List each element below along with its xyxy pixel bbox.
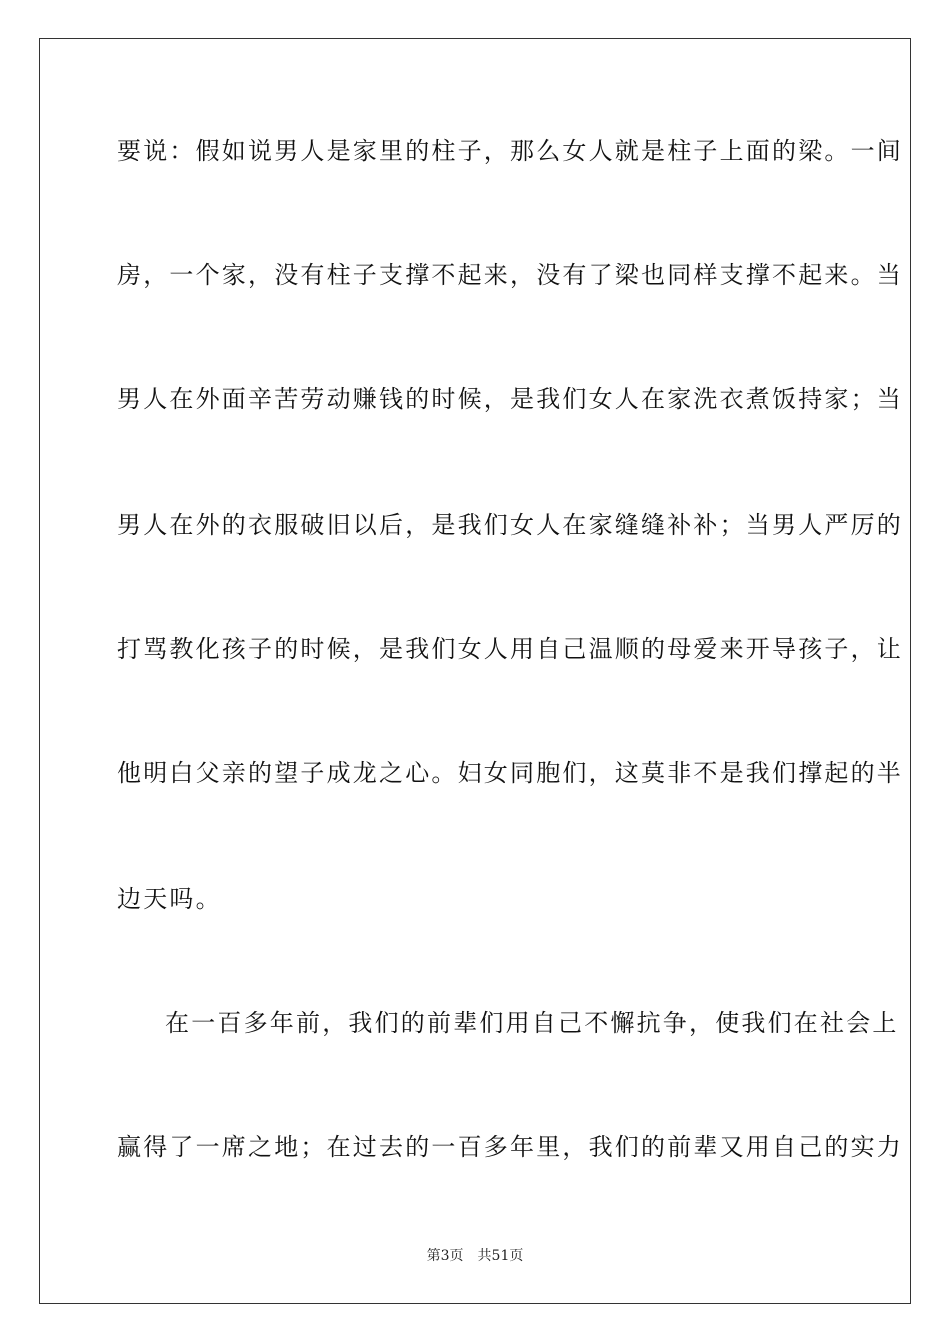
- text-line: 要说：假如说男人是家里的柱子，那么女人就是柱子上面的梁。一间: [117, 137, 903, 165]
- text-line: 男人在外的衣服破旧以后，是我们女人在家缝缝补补；当男人严厉的: [117, 511, 903, 539]
- paragraph-first-line: 在一百多年前，我们的前辈们用自己不懈抗争，使我们在社会上: [165, 1009, 899, 1037]
- page-footer: [0, 1246, 950, 1266]
- text-line: 男人在外面辛苦劳动赚钱的时候，是我们女人在家洗衣煮饭持家；当: [117, 385, 903, 413]
- text-line: 他明白父亲的望子成龙之心。妇女同胞们，这莫非不是我们撑起的半: [117, 759, 903, 787]
- page-total: 共51页: [477, 1248, 524, 1264]
- text-line: 赢得了一席之地；在过去的一百多年里，我们的前辈又用自己的实力: [117, 1133, 903, 1161]
- text-line: 打骂教化孩子的时候，是我们女人用自己温顺的母爱来开导孩子，让: [117, 635, 903, 663]
- page-border: [39, 38, 911, 1304]
- text-line: 边天吗。: [117, 885, 222, 913]
- text-line: 房，一个家，没有柱子支撑不起来，没有了梁也同样支撑不起来。当: [117, 261, 903, 289]
- page-number: 第3页: [426, 1248, 464, 1264]
